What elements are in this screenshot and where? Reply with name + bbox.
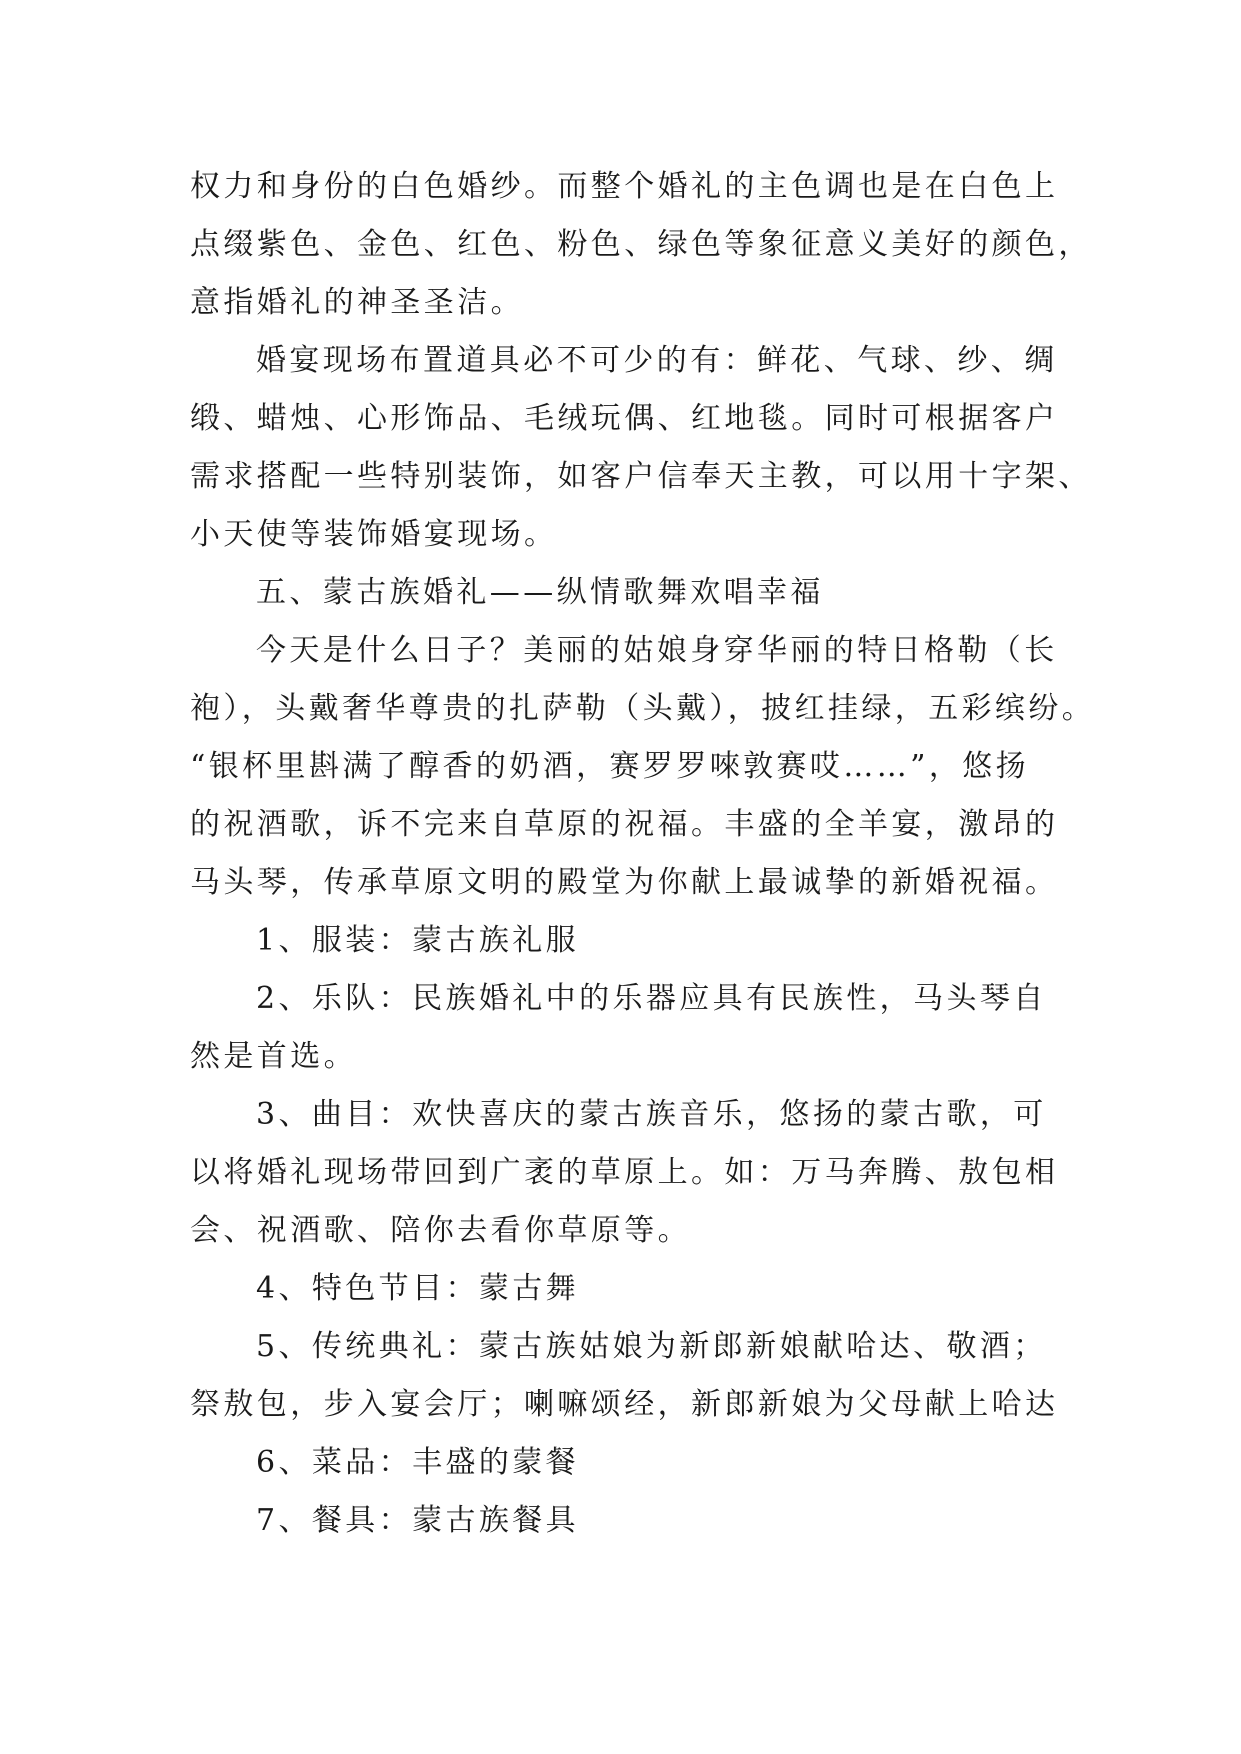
text-line: 婚宴现场布置道具必不可少的有：鲜花、气球、纱、绸	[256, 343, 1058, 378]
text-line: 1、服装：蒙古族礼服	[256, 923, 580, 958]
text-line: “银杯里斟满了醇香的奶酒，赛罗罗唻敦赛哎……”，悠扬	[190, 749, 1030, 784]
text-line: 2、乐队：民族婚礼中的乐器应具有民族性，马头琴自	[256, 981, 1047, 1016]
text-line: 的祝酒歌，诉不完来自草原的祝福。丰盛的全羊宴，激昂的	[190, 807, 1059, 842]
text-line: 会、祝酒歌、陪你去看你草原等。	[190, 1213, 691, 1248]
text-line: 缎、蜡烛、心形饰品、毛绒玩偶、红地毯。同时可根据客户	[190, 401, 1059, 436]
text-line: 3、曲目：欢快喜庆的蒙古族音乐，悠扬的蒙古歌，可	[256, 1097, 1047, 1132]
text-line: 祭敖包，步入宴会厅；喇嘛颂经，新郎新娘为父母献上哈达	[190, 1387, 1059, 1422]
text-line: 袍），头戴奢华尊贵的扎萨勒（头戴），披红挂绿，五彩缤纷。	[190, 691, 1096, 726]
text-line: 6、菜品：丰盛的蒙餐	[256, 1445, 580, 1480]
text-line: 点缀紫色、金色、红色、粉色、绿色等象征意义美好的颜色，	[190, 227, 1092, 262]
text-line: 需求搭配一些特别装饰，如客户信奉天主教，可以用十字架、	[190, 459, 1092, 494]
text-line: 以将婚礼现场带回到广袤的草原上。如：万马奔腾、敖包相	[190, 1155, 1059, 1190]
text-line: 5、传统典礼：蒙古族姑娘为新郎新娘献哈达、敬酒；	[256, 1329, 1047, 1364]
text-line: 4、特色节目：蒙古舞	[256, 1271, 580, 1306]
text-line: 马头琴，传承草原文明的殿堂为你献上最诚挚的新婚祝福。	[190, 865, 1059, 900]
text-line: 小天使等装饰婚宴现场。	[190, 517, 558, 552]
document-body	[190, 158, 1096, 1550]
text-line: 权力和身份的白色婚纱。而整个婚礼的主色调也是在白色上	[190, 169, 1059, 204]
text-line: 7、餐具：蒙古族餐具	[256, 1503, 580, 1538]
text-line: 意指婚礼的神圣圣洁。	[190, 285, 524, 320]
text-line: 然是首选。	[190, 1039, 357, 1074]
text-line: 今天是什么日子？美丽的姑娘身穿华丽的特日格勒（长	[256, 633, 1058, 668]
text-line: 五、蒙古族婚礼——纵情歌舞欢唱幸福	[256, 575, 824, 610]
